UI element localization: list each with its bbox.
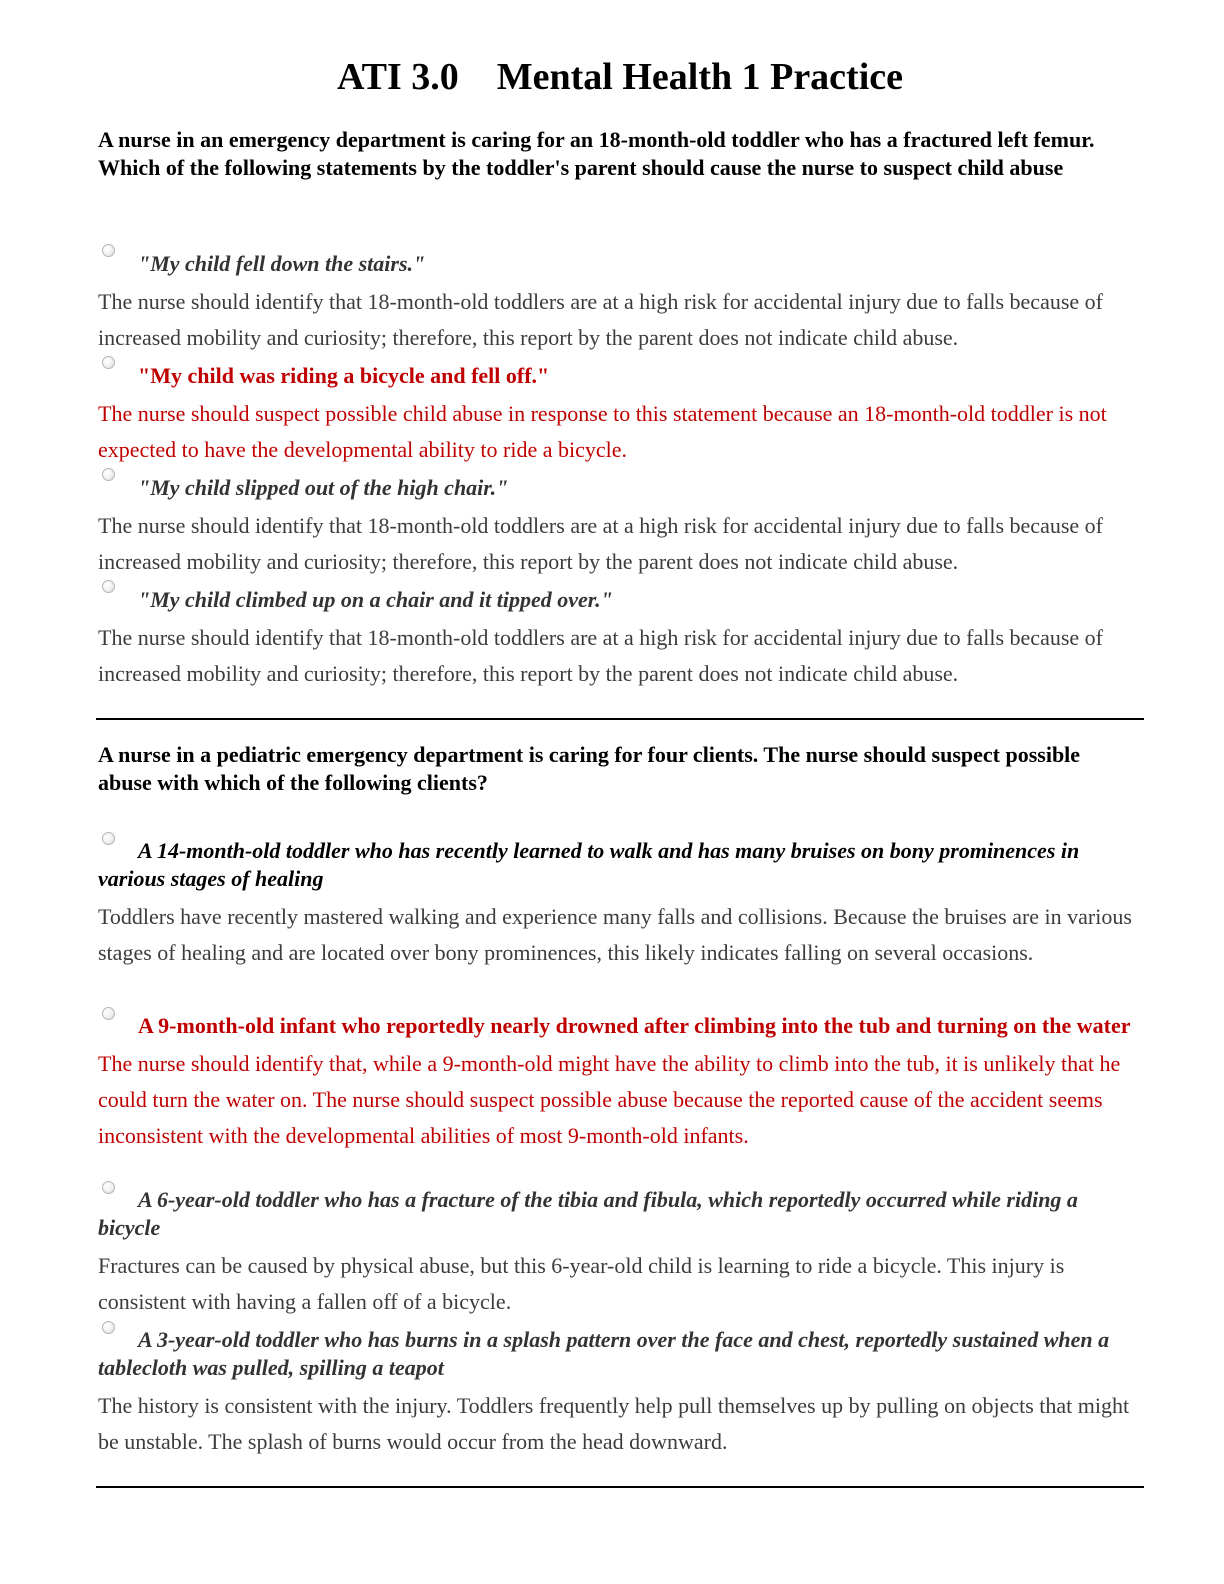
- question-1-option-3[interactable]: [98, 468, 1143, 580]
- question-1-option-4[interactable]: [98, 580, 1143, 692]
- page-title: ATI 3.0 Mental Health 1 Practice: [337, 56, 903, 98]
- question-1-option-1[interactable]: [98, 244, 1143, 356]
- option-rationale: Toddlers have recently mastered walking and experience many falls and collisions. Because the bruises are in various stages of healing and are located over bony prominences, this likely indicates falling on several occasions.: [98, 904, 1132, 965]
- radio-button-icon[interactable]: [102, 580, 115, 593]
- question-2-option-2[interactable]: [98, 1007, 1143, 1154]
- radio-button-icon[interactable]: [102, 1181, 115, 1194]
- question-2-stem: A nurse in a pediatric emergency department is caring for four clients. The nurse should suspect possible abuse with which of the following clients?: [98, 742, 1081, 795]
- radio-button-icon[interactable]: [102, 356, 115, 369]
- option-rationale: The history is consistent with the injury. Toddlers frequently help pull themselves up by pulling on objects that might be unstable. The splash of burns would occur from the head downward.: [98, 1393, 1130, 1454]
- option-label: "My child fell down the stairs.": [138, 251, 426, 276]
- radio-button-icon[interactable]: [102, 468, 115, 481]
- option-rationale: Fractures can be caused by physical abuse, but this 6-year-old child is learning to ride a bicycle. This injury is consistent with having a fallen off of a bicycle.: [98, 1253, 1065, 1314]
- section-divider: [96, 718, 1144, 720]
- section-divider: [96, 1486, 1144, 1488]
- radio-button-icon[interactable]: [102, 244, 115, 257]
- question-2-option-1[interactable]: [98, 832, 1143, 971]
- radio-button-icon[interactable]: [102, 1321, 115, 1334]
- option-label: "My child slipped out of the high chair.": [138, 475, 509, 500]
- option-label: A 3-year-old toddler who has burns in a splash pattern over the face and chest, reportedly sustained when a tablecloth was pulled, spilling a teapot: [98, 1327, 1110, 1380]
- question-1-option-2[interactable]: [98, 356, 1143, 468]
- option-rationale: The nurse should identify that 18-month-old toddlers are at a high risk for accidental injury due to falls because of increased mobility and curiosity; therefore, this report by the parent does not indicate child abuse.: [98, 289, 1103, 350]
- question-2-option-3[interactable]: [98, 1181, 1143, 1320]
- option-label: "My child climbed up on a chair and it tipped over.": [138, 587, 613, 612]
- option-rationale-correct: The nurse should identify that, while a 9-month-old might have the ability to climb into the tub, it is unlikely that he could turn the water on. The nurse should suspect possible abuse because the reported cause of the accident seems inconsistent with the developmental abilities of most 9-month-old infants.: [98, 1051, 1121, 1148]
- option-rationale-correct: The nurse should suspect possible child abuse in response to this statement because an 18-month-old toddler is not expected to have the developmental ability to ride a bicycle.: [98, 401, 1107, 462]
- option-label-correct: A 9-month-old infant who reportedly nearly drowned after climbing into the tub and turning on the water: [138, 1013, 1131, 1038]
- option-rationale: The nurse should identify that 18-month-old toddlers are at a high risk for accidental injury due to falls because of increased mobility and curiosity; therefore, this report by the parent does not indicate child abuse.: [98, 625, 1103, 686]
- option-label: A 14-month-old toddler who has recently learned to walk and has many bruises on bony prominences in various stages of healing: [98, 838, 1080, 891]
- radio-button-icon[interactable]: [102, 832, 115, 845]
- question-1-stem: A nurse in an emergency department is caring for an 18-month-old toddler who has a fractured left femur. Which of the following statements by the toddler's parent should cause the nurse to suspect child abuse: [98, 127, 1095, 180]
- radio-button-icon[interactable]: [102, 1007, 115, 1020]
- option-label: A 6-year-old toddler who has a fracture of the tibia and fibula, which reportedly occurred while riding a bicycle: [98, 1187, 1078, 1240]
- option-rationale: The nurse should identify that 18-month-old toddlers are at a high risk for accidental injury due to falls because of increased mobility and curiosity; therefore, this report by the parent does not indicate child abuse.: [98, 513, 1103, 574]
- question-2-option-4[interactable]: [98, 1321, 1143, 1460]
- option-label-correct: "My child was riding a bicycle and fell off.": [138, 363, 550, 388]
